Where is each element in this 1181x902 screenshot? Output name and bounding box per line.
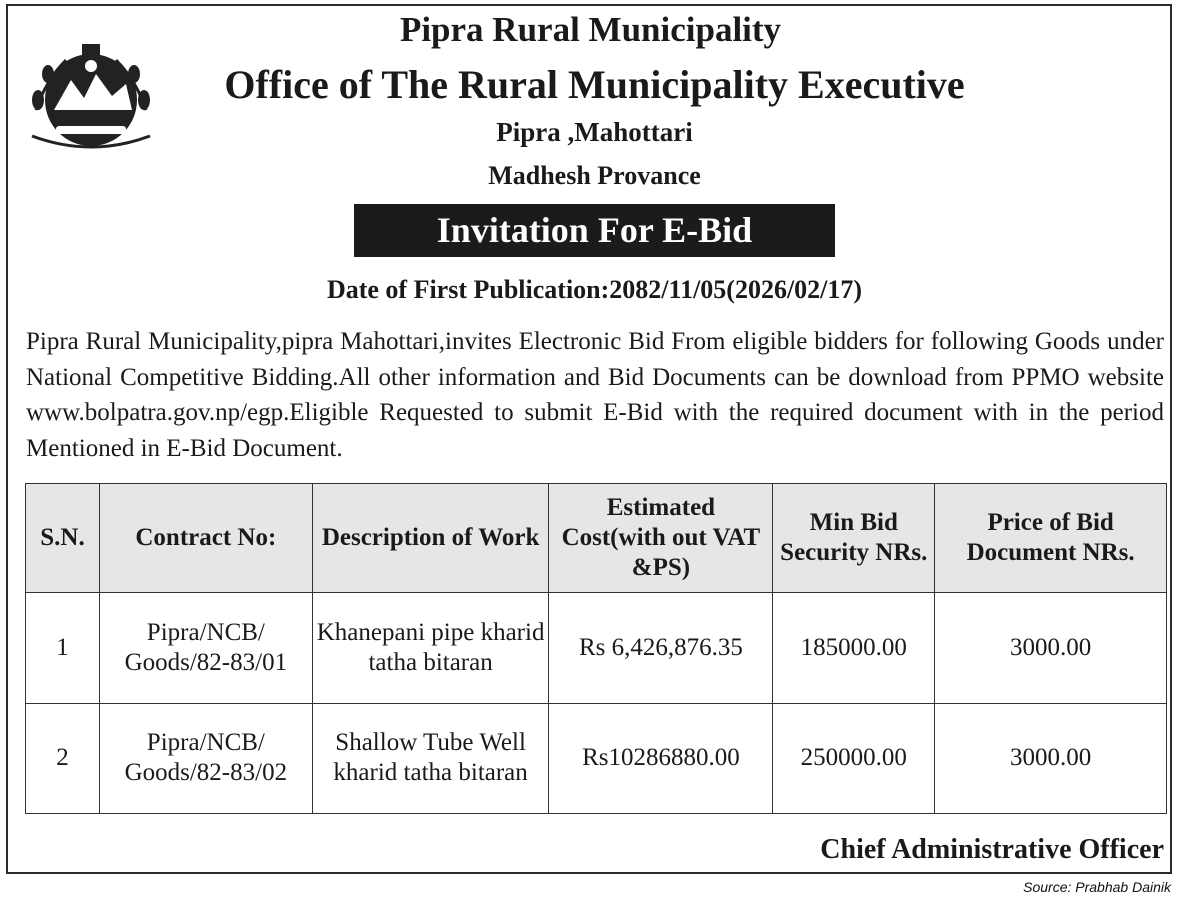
header-document-price: Price of Bid Document NRs.: [935, 484, 1167, 593]
cell-document-price: 3000.00: [935, 703, 1167, 814]
table-row: [26, 703, 1167, 814]
header-estimated-cost: Estimated Cost(with out VAT &PS): [549, 484, 773, 593]
signatory-title: Chief Administrative Officer: [820, 834, 1164, 865]
cell-contract-no: Pipra/NCB/ Goods/82-83/01: [99, 593, 312, 704]
cell-sn: 2: [26, 703, 100, 814]
cell-document-price: 3000.00: [935, 593, 1167, 704]
cell-estimated-cost: Rs10286880.00: [549, 703, 773, 814]
table-header-row: [26, 484, 1167, 593]
publication-date: Date of First Publication:2082/11/05(2026/02/17): [326, 275, 863, 304]
header-description: Description of Work: [312, 484, 549, 593]
bid-table: [25, 483, 1167, 814]
notice-title-banner: Invitation For E-Bid: [354, 204, 835, 257]
header-contract-no: Contract No:: [99, 484, 312, 593]
municipality-name: Pipra Rural Municipality: [399, 10, 782, 49]
cell-description: Shallow Tube Well kharid tatha bitaran: [312, 703, 549, 814]
cell-description: Khanepani pipe kharid tatha bitaran: [312, 593, 549, 704]
header-bid-security: Min Bid Security NRs.: [773, 484, 935, 593]
cell-bid-security: 250000.00: [773, 703, 935, 814]
source-credit: Source: Prabhab Dainik: [1023, 879, 1171, 895]
cell-bid-security: 185000.00: [773, 593, 935, 704]
office-location: Pipra ,Mahottari: [496, 117, 693, 147]
office-name: Office of The Rural Municipality Executive: [224, 62, 965, 107]
table-row: [26, 593, 1167, 704]
cell-contract-no: Pipra/NCB/ Goods/82-83/02: [99, 703, 312, 814]
cell-sn: 1: [26, 593, 100, 704]
cell-estimated-cost: Rs 6,426,876.35: [549, 593, 773, 704]
notice-paragraph: Pipra Rural Municipality,pipra Mahottari,invites Electronic Bid From eligible bidders for following Goods under National Competitive Bidding.All other information and Bid Documents can be download from PPMO website www.bolpatra.gov.np/egp.Eligible Requested to submit E-Bid with the required document with in the period Mentioned in E-Bid Document.: [26, 328, 1164, 462]
header-sn: S.N.: [26, 484, 100, 593]
province-name: Madhesh Provance: [488, 161, 701, 190]
